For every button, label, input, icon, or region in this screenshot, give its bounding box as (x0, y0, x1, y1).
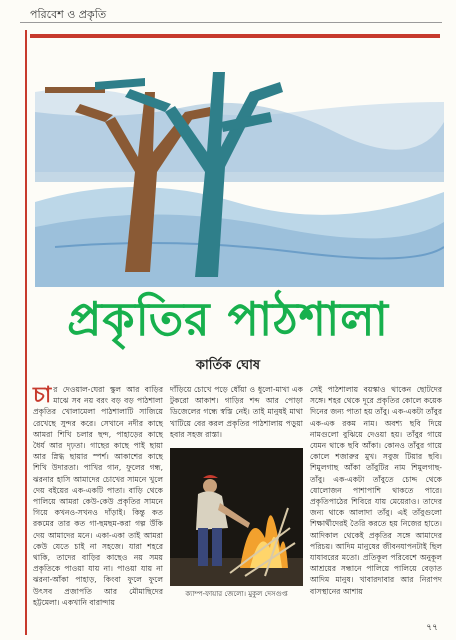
section-header: পরিবেশ ও প্রকৃতি (30, 8, 107, 21)
column-3-text: সেই পাঠশালায় বয়স্কাও থাকেন ছোটদের সঙ্গে। শহর থেকে দূরে প্রকৃতির কোলে কয়েক দিনের জন্য পাতা হয় তাঁবু। এক-একটা তাঁবুর এক-এক রকম নাম। অবশ্য ছবি দিয়ে নামগুলো বুঝিয়ে দেওয়া হয়। তাঁবুর গায়ে যেমন থাকে ছবি আঁকা। কোনও তাঁবুর গায়ে কোলে শজারুর মুখ। সবুজ টিয়ার ছবি। শিমুলগাছ আঁকা তাঁবুটির নাম শিমুলগাছ-তাঁবু। এক-একটা তাঁবুতে চোদ্দ থেকে ষোলোজন পাশাপাশি থাকতে পারে। প্রকৃতিপাঠের শিবিরে যায় মেয়েরাও। তাদের জন্য থাকে আলাদা তাঁবু। এই তাঁবুগুলো শিক্ষার্থীদেরই তৈরি করতে হয় নিজের হাতে। আদিকাল থেকেই প্রকৃতির সঙ্গে আমাদের পরিচয়। আদিম মানুষের জীবনযাপনটাই ছিল যাযাবরের মতো। প্রতিকূল পরিবেশে অনুকূল আশ্রয়ের সন্ধানে পালিয়ে পালিয়ে বেড়াত আদিম মানুষ। খাবারদাবার আর নিরাপদ বাসস্থানের আশায় (310, 385, 442, 596)
header-divider (20, 22, 442, 23)
article-column-1 (33, 384, 163, 608)
column-1-text: র দেওয়াল-ঘেরা স্কুল আর বাড়ির মাঝে সব নয় বরং বড় বড় পাঠশালা প্রকৃতির খোলামেলা পাঠশালাটি সাজিয়ে রেখেছে সুন্দর করে। সেখানে নদীর কাছে আমরা শিখি চলার ছন্দ, পাহাড়ের কাছে ধৈর্য আর দৃঢ়তা। গাছের কাছে পাই ছায়া আর স্নিগ্ধ ছায়ার স্পর্শ। আকাশের কাছে শিখি উদারতা। পাখির গান, ফুলের গন্ধ, ঝরনার হাসি আমাদের চোখের সামনে খুলে দেয় বইয়ের এক-একটি পাতা। বাড়ি থেকে পালিয়ে আমরা কেউ-কেউ প্রকৃতির সামনে গিয়ে কখনও-সখনও দাঁড়াই। কিন্তু কত রকমের তার কত গা-ছমছম-করা গল্প উঁকি দেয় আমাদের মনে। একা-একা তাই আমরা কেউ যেতে চাই না সহজে। যারা শহরে থাকি, তাদের বাড়ির কাছেও নয় সময় প্রকৃতিকে পাওয়া যায় না। পাওয়া যায় না ঝরনা-আঁকা পাহাড়, কিংবা ফুলে ফুলে উৎসব প্রজাপতি আর মৌমাছিদের হট্টমেলা। একখানি বারান্দায় (33, 385, 163, 607)
campfire-photo (170, 448, 303, 586)
article-column-2 (170, 384, 303, 440)
page-number: ৭৭ (426, 623, 438, 633)
drop-cap: চা (33, 382, 52, 408)
photo-caption: ক্যাম্প-ফায়ার জেলো। মুকুল দেসগুপ্ত (185, 590, 288, 598)
author-name: কার্তিক ঘোষ (195, 358, 261, 373)
article-title: প্রকৃতির পাঠশালা (67, 292, 389, 346)
trees-illustration (35, 52, 444, 287)
accent-bar (30, 34, 440, 38)
article-column-3 (310, 384, 442, 597)
column-2-text: দাঁড়িয়ে চোখে পড়ে ধোঁয়া ও ধুলো-মাখা এক টুকরো আকাশ। গাড়ির শব্দ আর পোড়া ডিজেলের গন্ধে স্বস্তি নেই। তাই মানুষই মাথা খাটিয়ে বের করল প্রকৃতির পাঠশালায় পড়ুয়া হবার সহজ রাস্তা। (170, 385, 303, 439)
